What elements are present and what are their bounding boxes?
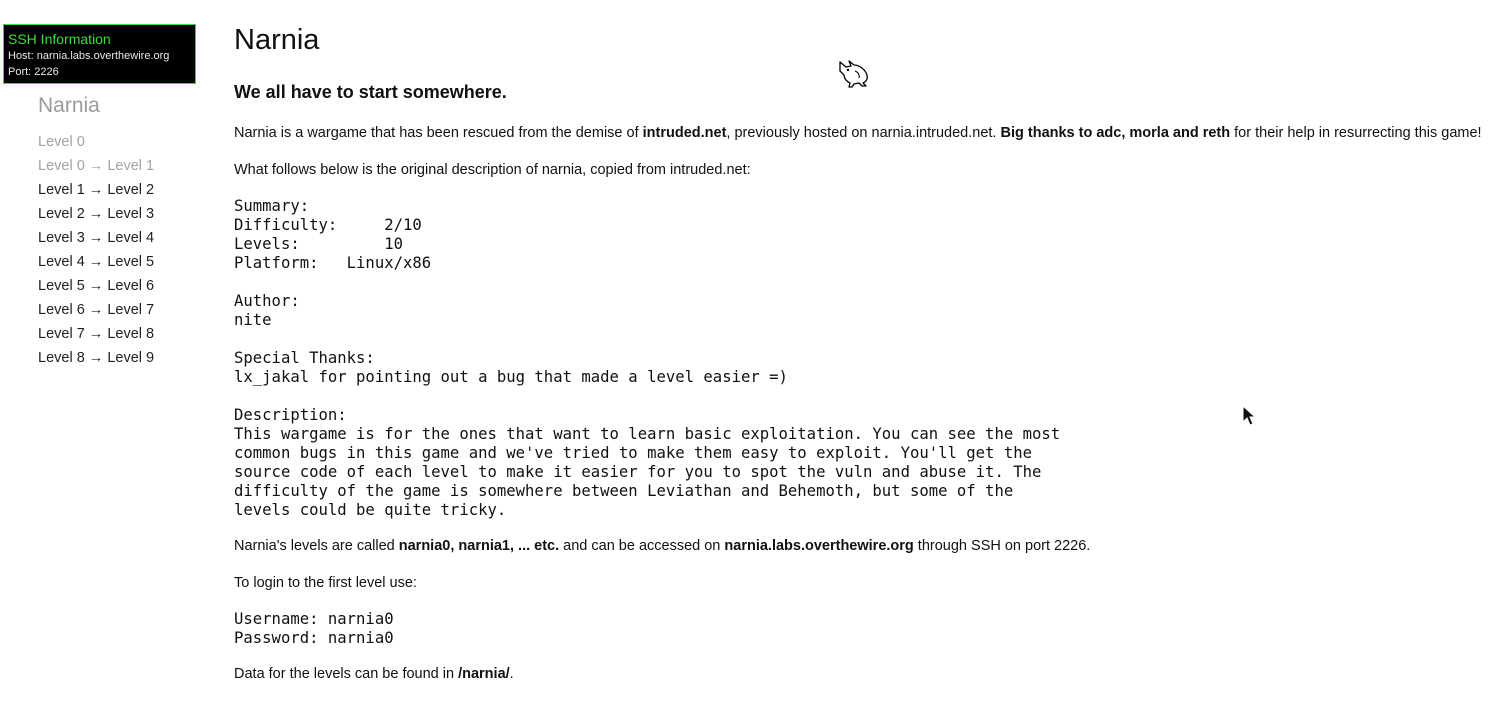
levels-text-2: and can be accessed on	[559, 538, 725, 554]
sidebar-title[interactable]: Narnia	[38, 94, 100, 117]
intro-bold-2: Big thanks to adc, morla and reth	[1000, 125, 1231, 141]
sidebar-item-level-6-7[interactable]: Level 6 → Level 7	[38, 302, 155, 318]
cat-cursor-icon	[837, 59, 871, 89]
mouse-pointer-icon	[1241, 405, 1257, 427]
sidebar-item-level-8-9[interactable]: Level 8 → Level 9	[38, 350, 155, 366]
page-subtitle: We all have to start somewhere.	[234, 82, 507, 102]
sidebar-item-level-2-3[interactable]: Level 2 → Level 3	[38, 206, 155, 222]
ssh-port: Port: 2226	[8, 66, 59, 78]
data-text-1: Data for the levels can be found in	[234, 666, 459, 682]
sidebar-item-level-4-5[interactable]: Level 4 → Level 5	[38, 254, 155, 270]
login-block: Username: narnia0 Password: narnia0	[234, 610, 394, 647]
levels-bold-1: narnia0, narnia1, ... etc.	[398, 538, 560, 554]
data-paragraph	[234, 666, 514, 682]
levels-text-1: Narnia's levels are called	[234, 538, 399, 554]
sidebar-item-level-7-8[interactable]: Level 7 → Level 8	[38, 326, 155, 342]
sidebar-item-level-1-2[interactable]: Level 1 → Level 2	[38, 182, 155, 198]
sidebar-nav	[38, 130, 154, 370]
intro-text-3: for their help in resurrecting this game!	[1230, 125, 1482, 141]
description-block: Summary: Difficulty: 2/10 Levels: 10 Platform: Linux/x86 Author: nite Special Thanks: lx_jakal for pointing out a bug that made a level easier =) Description: This wargame is for the ones that want to learn basic exploitation. You can see the most common bugs in this game and we've tried to make them easy to exploit. You'll get the source code of each level to make it easier for you to spot the vuln and abuse it. The difficulty of the game is somewhere between Leviathan and Behemoth, but some of the levels could be quite tricky.	[234, 197, 1061, 519]
intro-text-1: Narnia is a wargame that has been rescued from the demise of	[234, 125, 643, 141]
login-intro: To login to the first level use:	[234, 575, 417, 591]
levels-text-3: through SSH on port 2226.	[913, 538, 1091, 554]
intro-paragraph	[234, 125, 1482, 141]
sidebar-item-level-0[interactable]: Level 0	[38, 134, 85, 150]
intro-text-2: , previously hosted on narnia.intruded.net.	[726, 125, 1001, 141]
sidebar-item-level-3-4[interactable]: Level 3 → Level 4	[38, 230, 155, 246]
data-text-2: .	[509, 666, 514, 682]
original-description-intro: What follows below is the original description of narnia, copied from intruded.net:	[234, 162, 751, 178]
intro-bold-1: intruded.net	[642, 125, 727, 141]
page-title: Narnia	[234, 24, 320, 56]
levels-bold-2: narnia.labs.overthewire.org	[724, 538, 914, 554]
data-bold-1: /narnia/	[458, 666, 510, 682]
ssh-host: Host: narnia.labs.overthewire.org	[8, 50, 170, 62]
sidebar-item-level-5-6[interactable]: Level 5 → Level 6	[38, 278, 155, 294]
levels-paragraph	[234, 538, 1090, 554]
ssh-info-title: SSH Information	[8, 31, 111, 47]
ssh-info-box	[3, 24, 196, 84]
sidebar-item-level-0-1[interactable]: Level 0 → Level 1	[38, 158, 155, 174]
